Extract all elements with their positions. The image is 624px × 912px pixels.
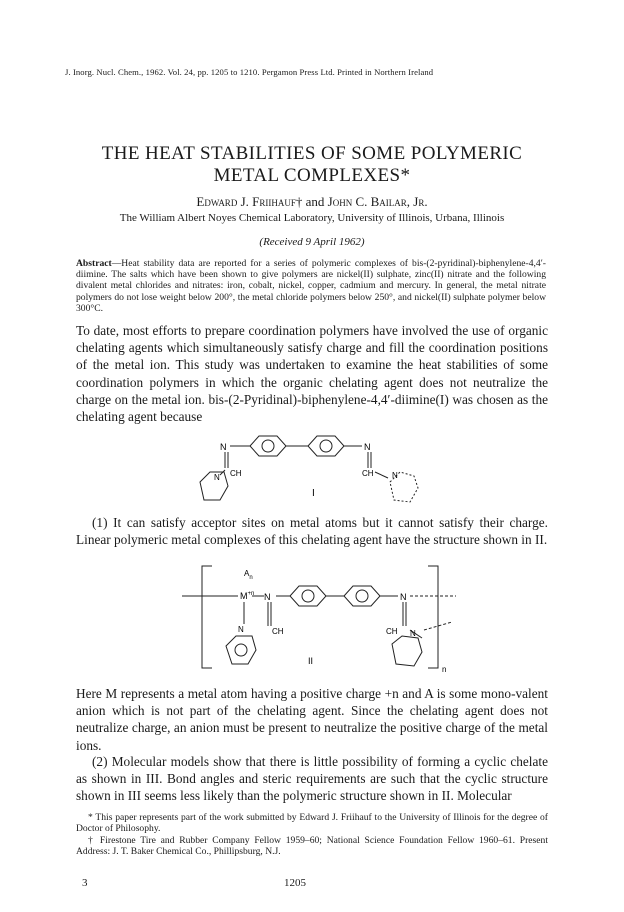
signature-number: 3 bbox=[82, 877, 88, 889]
struct2-n-left: N bbox=[264, 592, 271, 602]
paper-title-line-1: THE HEAT STABILITIES OF SOME POLYMERIC bbox=[101, 143, 523, 164]
footnote-2: † Firestone Tire and Rubber Company Fellow 1959–60; National Science Foundation Fellow 1960–61. Present Address: J. T. Baker Chemical Co., Phillipsburg, N.J. bbox=[76, 835, 548, 858]
author-1: Edward J. Friihauf† bbox=[196, 194, 303, 209]
abstract-text: —Heat stability data are reported for a series of polymeric complexes of bis-(2-pyridinal)-biphenylene-4,4′-diimine. The salts which have been shown to give polymers are nickel(II) sulphate, zinc(II) nitrate and the following divalent metal chlorides and nitrates: iron, cobalt, nickel, copper, cadmium and mercury. In general, the metal nitrate polymers do not lose weight below 200°, the metal chloride polymers below 250°, and nickel(II) sulphate polymer below 300°C. bbox=[76, 258, 546, 314]
struct2-ch-right: CH bbox=[386, 627, 398, 636]
body-paragraph-3: Here M represents a metal atom having a positive charge +n and A is some mono-valent anion which is not part of the chelating agent. Since the chelating agent does not neutralize charge, an anion must be present to neutralize the positive charge of the metal ions. bbox=[76, 686, 548, 753]
struct2-label: II bbox=[308, 656, 314, 666]
struct1-n-py-left: N bbox=[214, 473, 220, 482]
struct2-n-right: N bbox=[400, 592, 407, 602]
struct1-ch-right: CH bbox=[362, 469, 374, 478]
struct2-ch-left: CH bbox=[272, 627, 284, 636]
body-paragraph-4: (2) Molecular models show that there is little possibility of forming a cyclic chelate as shown in III. Bond angles and steric requirements are such that the cyclic structure shown in III seems less likely than the polymeric structure shown in II. Molecular bbox=[76, 754, 548, 804]
chemical-structure-II bbox=[160, 560, 460, 678]
abstract bbox=[76, 258, 546, 314]
struct1-n-right: N bbox=[364, 442, 371, 452]
struct1-n-py-right: N bbox=[392, 471, 398, 480]
struct2-repeat: n bbox=[442, 665, 447, 674]
affiliation: The William Albert Noyes Chemical Laboratory, University of Illinois, Urbana, Illinois bbox=[119, 212, 505, 224]
page-number: 1205 bbox=[284, 877, 306, 889]
footnote-1: * This paper represents part of the work submitted by Edward J. Friihauf to the University of Illinois for the degree of Doctor of Philosophy. bbox=[76, 812, 548, 835]
abstract-label: Abstract bbox=[76, 258, 112, 269]
struct2-metal: $M^{+n}$ bbox=[240, 591, 255, 601]
body-paragraph-1: To date, most efforts to prepare coordination polymers have involved the use of organic chelating agents which simultaneously satisfy charge and fill the coordination positions of the metal ion. This study was undertaken to examine the heat stabilities of some coordination polymers in which the organic chelating agent does not neutralize the charge on the metal ion. bis-(2-Pyridinal)-biphenylene-4,4′-diimine(I) was chosen as the chelating agent because bbox=[76, 323, 548, 425]
struct1-n-top: N bbox=[220, 442, 227, 452]
struct1-ch-left: CH bbox=[230, 469, 242, 478]
author-conjunction: and bbox=[305, 194, 325, 209]
chemical-structure-I bbox=[180, 430, 440, 510]
paper-title-line-2: METAL COMPLEXES* bbox=[213, 165, 411, 186]
author-line bbox=[60, 194, 564, 210]
struct2-n-py-left: N bbox=[238, 625, 244, 634]
struct2-anion: $A_n$ bbox=[244, 569, 253, 581]
author-2: John C. Bailar, Jr. bbox=[327, 194, 428, 209]
struct1-label: I bbox=[312, 488, 315, 499]
struct2-n-py-right: N bbox=[410, 629, 416, 638]
received-date: (Received 9 April 1962) bbox=[259, 236, 365, 248]
body-paragraph-2: (1) It can satisfy acceptor sites on metal atoms but it cannot satisfy their charge. Linear polymeric metal complexes of this chelating agent have the structure shown in II. bbox=[76, 515, 548, 548]
journal-citation: J. Inorg. Nucl. Chem., 1962. Vol. 24, pp. 1205 to 1210. Pergamon Press Ltd. Printed in Northern Ireland bbox=[65, 67, 434, 77]
